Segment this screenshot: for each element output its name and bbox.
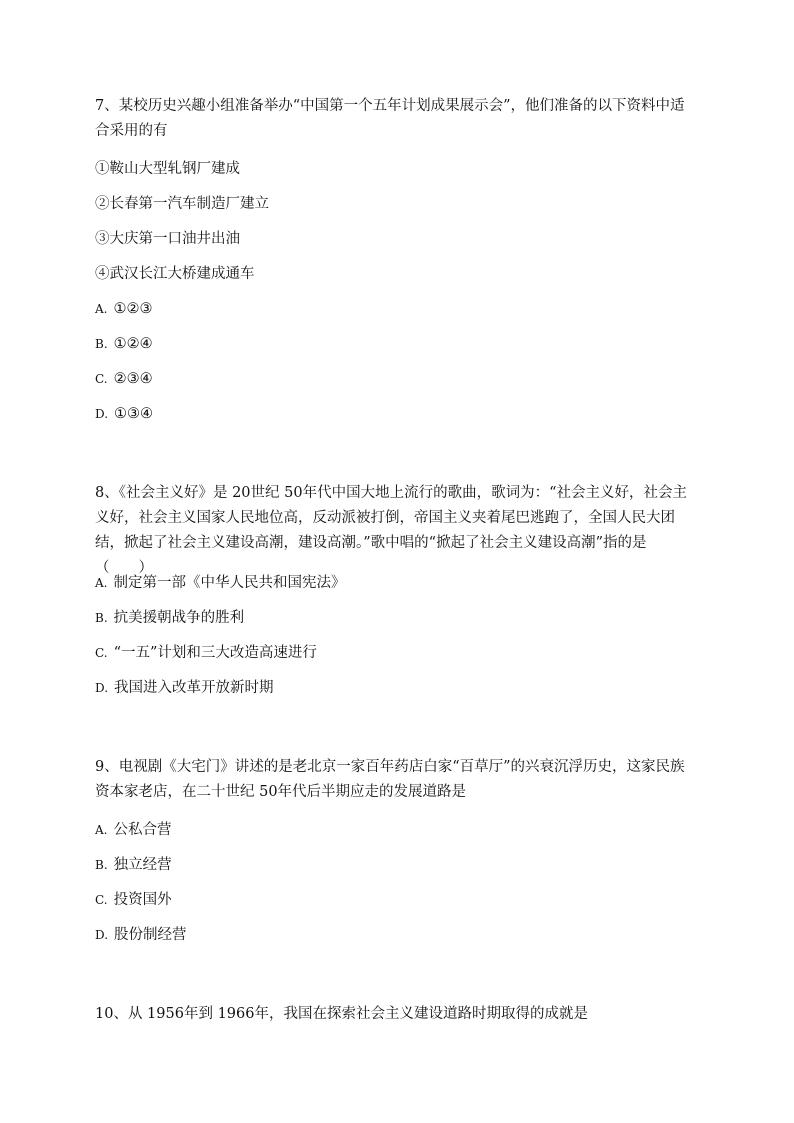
question-7-option-b[interactable] (95, 334, 153, 354)
question-9-option-a[interactable] (95, 820, 171, 840)
question-7-statement-1: ①鞍山大型轧钢厂建成 (95, 161, 240, 177)
question-8-option-d[interactable] (95, 678, 274, 698)
question-7-statement-2: ②长春第一汽车制造厂建立 (95, 196, 269, 212)
option-label: B. (95, 611, 108, 625)
option-text: ①③④ (114, 406, 154, 422)
option-text: 独立经营 (113, 857, 172, 873)
question-9-stem: 9、电视剧《大宅门》讲述的是老北京一家百年药店白家“百草厅”的兴衰沉浮历史，这家民族资本家老店，在二十世纪 50年代后半期应走的发展道路是 (95, 759, 685, 800)
option-text: ②③④ (113, 371, 153, 387)
question-8-option-b[interactable] (95, 608, 244, 628)
question-8-stem: 8、《社会主义好》是 20世纪 50年代中国大地上流行的歌曲，歌词为：“社会主义好，社会主义好，社会主义国家人民地位高，反动派被打倒，帝国主义夹着尾巴逃跑了，全国人民大团结，掀起了社会主义建设高潮，建设高潮。”歌中唱的“掀起了社会主义建设高潮”指的是（ ） (95, 485, 688, 576)
question-9-option-d[interactable] (95, 925, 187, 945)
option-text: “一五”计划和三大改造高速进行 (113, 645, 317, 661)
question-9-option-b[interactable] (95, 855, 172, 875)
question-7-option-d[interactable] (95, 404, 153, 424)
question-10 (95, 1002, 695, 1027)
question-7-option-a[interactable] (95, 299, 152, 319)
option-text: 我国进入改革开放新时期 (114, 680, 274, 696)
option-text: 股份制经营 (114, 927, 187, 943)
question-9 (95, 755, 695, 805)
option-label: A. (95, 576, 108, 590)
option-text: 抗美援朝战争的胜利 (113, 610, 245, 626)
option-text: ①②④ (113, 336, 153, 352)
question-8-option-a[interactable] (95, 573, 345, 593)
option-label: C. (95, 646, 108, 660)
option-label: A. (95, 302, 108, 316)
question-7-option-c[interactable] (95, 369, 153, 389)
question-8 (95, 481, 695, 581)
option-label: B. (95, 337, 108, 351)
question-10-stem: 10、从 1956年到 1966年，我国在探索社会主义建设道路时期取得的成就是 (95, 1006, 588, 1022)
option-label: C. (95, 893, 108, 907)
question-7-stem: 7、某校历史兴趣小组准备举办“中国第一个五年计划成果展示会”，他们准备的以下资料中适合采用的有 (95, 98, 685, 139)
question-7 (95, 94, 695, 144)
option-label: A. (95, 823, 108, 837)
option-label: C. (95, 372, 108, 386)
option-text: 制定第一部《中华人民共和国宪法》 (113, 575, 346, 591)
question-7-statement-4: ④武汉长江大桥建成通车 (95, 266, 255, 282)
option-label: B. (95, 858, 108, 872)
question-7-statement-3: ③大庆第一口油井出油 (95, 231, 240, 247)
question-9-option-c[interactable] (95, 890, 172, 910)
option-label: D. (95, 407, 109, 421)
question-8-option-c[interactable] (95, 643, 317, 663)
option-label: D. (95, 681, 109, 695)
option-text: 投资国外 (113, 892, 172, 908)
option-label: D. (95, 928, 109, 942)
option-text: ①②③ (113, 301, 153, 317)
option-text: 公私合营 (113, 822, 172, 838)
